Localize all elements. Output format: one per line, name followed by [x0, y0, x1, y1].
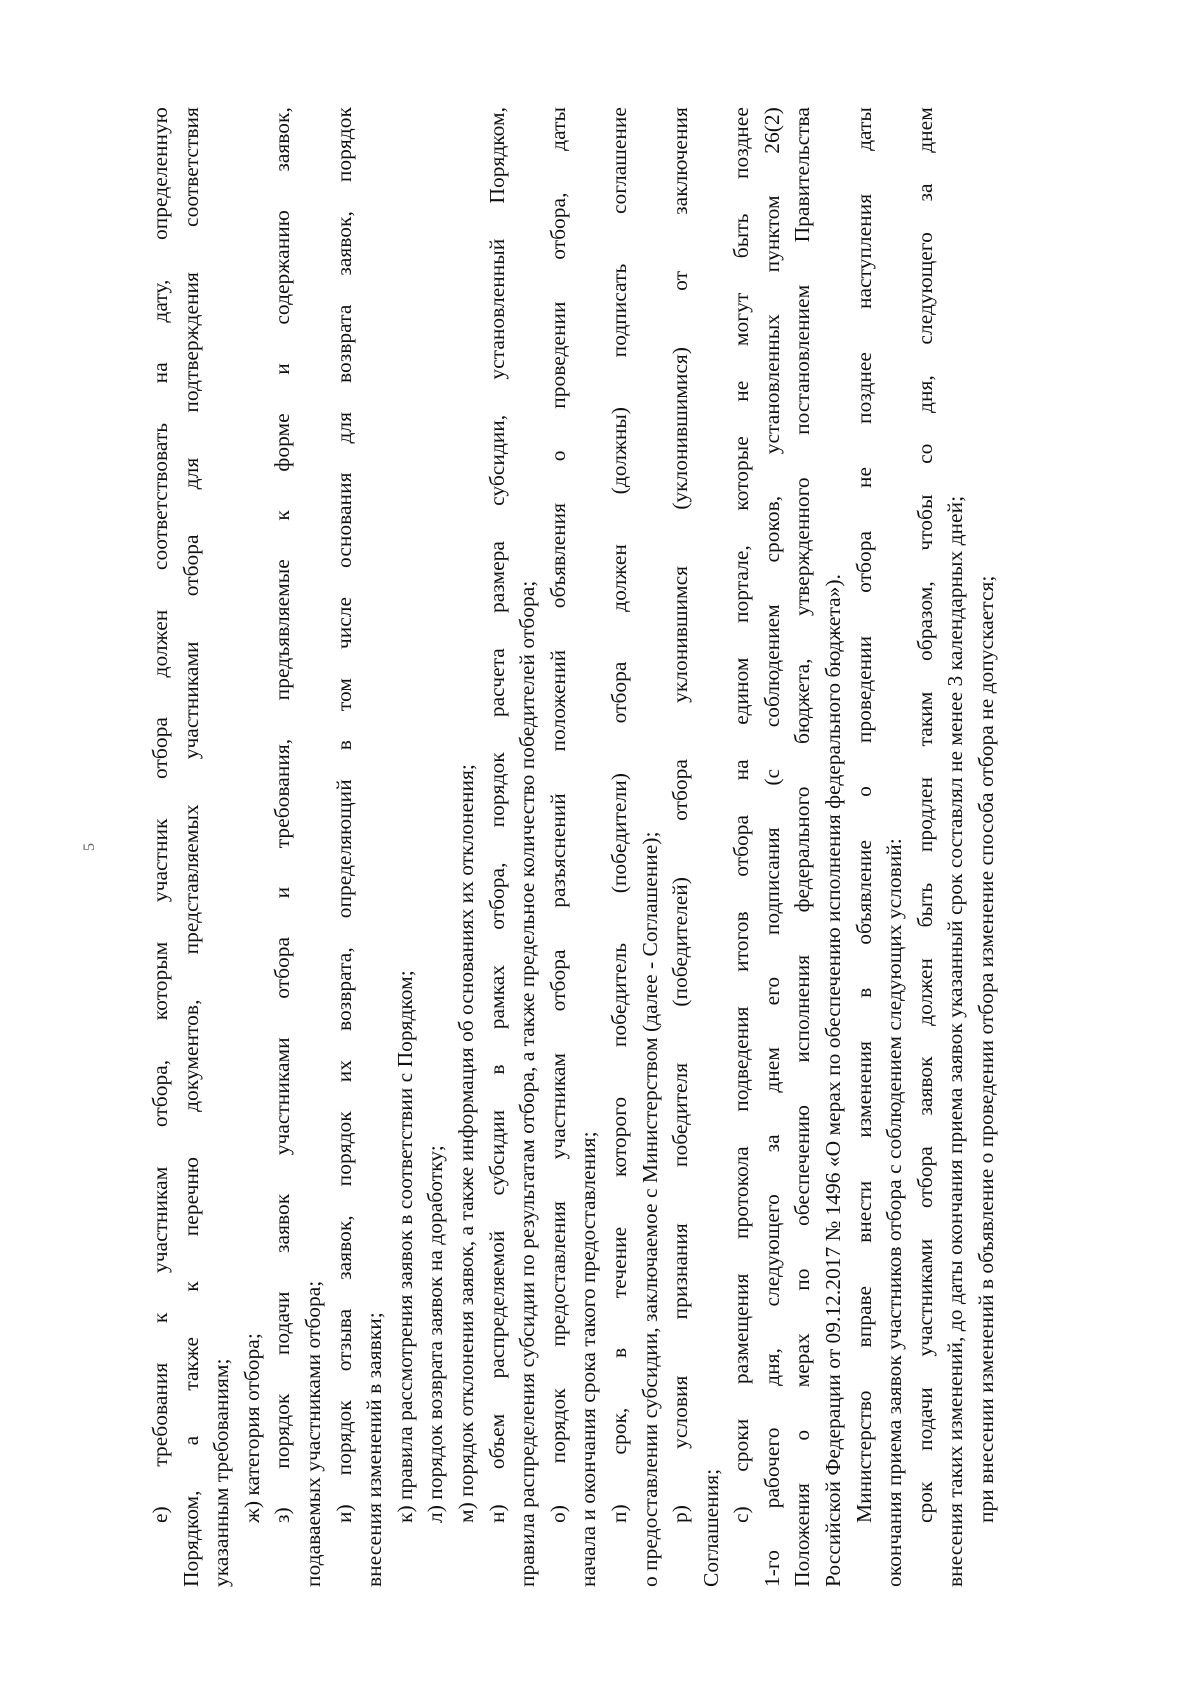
text-line: л) порядок возврата заявок на доработку; — [423, 1145, 448, 1523]
text-line-justified: с) сроки размещения протокола подведения итогов отбора на едином портале, которые не могут быть позднее — [729, 107, 754, 1523]
text-line: правила распределения субсидии по результатам отбора, а также предельное количество победителей отбора; — [515, 580, 540, 1587]
text-line: внесения таких изменений, до даты окончания приема заявок указанный срок составлял не менее 3 календарных дней; — [943, 495, 968, 1587]
text-line-justified: о) порядок предоставления участникам отбора разъяснений положений объявления о проведении отбора, даты — [545, 107, 570, 1523]
text-line: к) правила рассмотрения заявок в соответствии с Порядком; — [392, 970, 417, 1523]
text-line: Соглашения; — [698, 1468, 723, 1587]
page-number: 5 — [81, 843, 98, 851]
text-line: подаваемых участниками отбора; — [300, 1280, 325, 1587]
text-line-justified: р) условия признания победителя (победителей) отбора уклонившимся (уклонившимися) от заключения — [668, 107, 693, 1523]
text-line: начала и окончания срока такого предоставления; — [576, 1131, 601, 1587]
text-line-justified: срок подачи участниками отбора заявок должен быть продлен таким образом, чтобы со дня, следующего за днем — [912, 107, 937, 1523]
text-line: внесения изменений в заявки; — [362, 1312, 387, 1587]
text-line-justified: н) объем распределяемой субсидии в рамках отбора, порядок расчета размера субсидии, установленный Порядком, — [484, 107, 509, 1523]
text-line: ж) категория отбора; — [239, 1333, 264, 1523]
text-line-justified: е) требования к участникам отбора, которым участник отбора должен соответствовать на дату, определенную — [148, 107, 172, 1523]
text-line-justified: Министерство вправе внести изменения в объявление о проведении отбора не позднее наступления даты — [851, 107, 876, 1523]
text-line: Российской Федерации от 09.12.2017 № 1496 «О мерах по обеспечению исполнения федерального бюджета»). — [821, 574, 846, 1587]
text-line: о предоставлении субсидии, заключаемое с Министерством (далее - Соглашение); — [637, 831, 662, 1587]
text-line-justified: 1-го рабочего дня, следующего за днем его подписания (с соблюдением сроков, установленных пунктом 26(2) — [759, 107, 784, 1587]
text-line-justified: Положения о мерах по обеспечению исполнения федерального бюджета, утвержденного постановлением Правительства — [790, 107, 815, 1587]
document-body — [145, 107, 1002, 1587]
text-line-justified: п) срок, в течение которого победитель (победители) отбора должен (должны) подписать соглашение — [606, 107, 631, 1523]
text-line: м) порядок отклонения заявок, а также информация об основаниях их отклонения; — [453, 764, 478, 1523]
text-line: указанным требованиям; — [209, 1358, 234, 1587]
text-line-justified: и) порядок отзыва заявок, порядок их возврата, определяющий в том числе основания для возврата заявок, порядок — [331, 107, 356, 1523]
text-line-justified: з) порядок подачи заявок участниками отбора и требования, предъявляемые к форме и содержанию заявок, — [270, 107, 295, 1523]
text-line: окончания приема заявок участников отбора с соблюдением следующих условий: — [882, 838, 907, 1587]
text-line-justified: Порядком, а также к перечню документов, представляемых участниками отбора для подтверждения соответствия — [178, 107, 203, 1587]
text-line: при внесении изменений в объявление о проведении отбора изменение способа отбора не допускается; — [974, 575, 999, 1523]
